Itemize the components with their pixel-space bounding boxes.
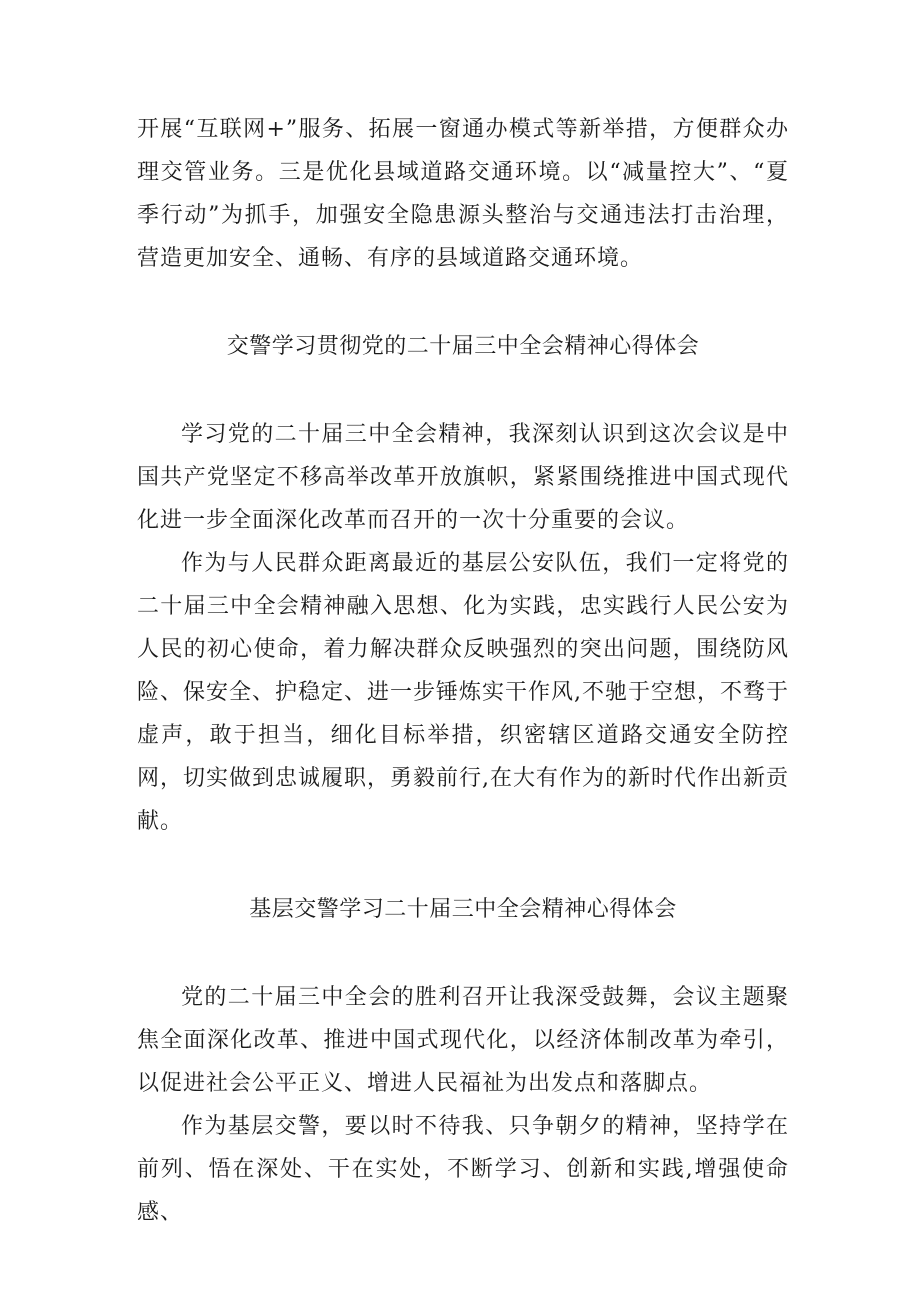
intro-block <box>137 108 789 280</box>
intro-paragraph: 开展“互联网+”服务、拓展一窗通办模式等新举措，方便群众办理交管业务。三是优化县域道路交通环境。以“减量控大”、“夏季行动”为抓手，加强安全隐患源头整治与交通违法打击治理，营造更加安全、通畅、有序的县域道路交通环境。 <box>137 117 789 271</box>
section-1-body <box>137 413 789 843</box>
section-title-1: 交警学习贯彻党的二十届三中全会精神心得体会 <box>226 334 700 359</box>
section-2-paragraph-2: 作为基层交警，要以时不待我、只争朝夕的精神，坚持学在前列、悟在深处、干在实处，不断学习、创新和实践,增强使命感、 <box>137 1114 789 1225</box>
section-2-paragraph-1: 党的二十届三中全会的胜利召开让我深受鼓舞，会议主题聚焦全面深化改革、推进中国式现代化，以经济体制改革为牵引，以促进社会公平正义、增进人民福祉为出发点和落脚点。 <box>137 985 789 1096</box>
section-title-2: 基层交警学习二十届三中全会精神心得体会 <box>249 897 677 922</box>
section-1-paragraph-1: 学习党的二十届三中全会精神，我深刻认识到这次会议是中国共产党坚定不移高举改革开放旗帜，紧紧围绕推进中国式现代化进一步全面深化改革而召开的一次十分重要的会议。 <box>137 422 789 533</box>
section-1-paragraph-2: 作为与人民群众距离最近的基层公安队伍，我们一定将党的二十届三中全会精神融入思想、化为实践，忠实践行人民公安为人民的初心使命，着力解决群众反映强烈的突出问题，围绕防风险、保安全、护稳定、进一步锤炼实干作风,不驰于空想，不骛于虚声，敢于担当，细化目标举措，织密辖区道路交通安全防控网，切实做到忠诚履职，勇毅前行,在大有作为的新时代作出新贡献。 <box>137 551 789 834</box>
section-2-body <box>137 976 789 1234</box>
document-page <box>137 108 789 1234</box>
